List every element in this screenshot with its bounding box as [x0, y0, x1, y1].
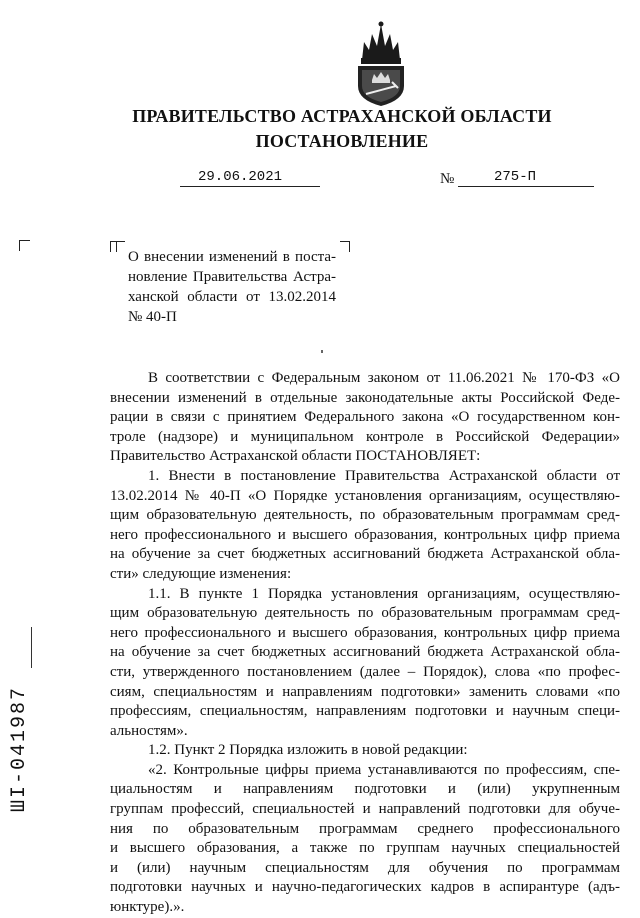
number-underline	[458, 186, 594, 187]
scan-speck	[321, 350, 323, 353]
corner-mark-right	[340, 241, 350, 252]
body-line: и (или) научным специальностям для обучения по программам	[110, 859, 620, 876]
government-title: ПРАВИТЕЛЬСТВО АСТРАХАНСКОЙ ОБЛАСТИ	[132, 106, 552, 126]
body-line: на обучение за счет бюджетных ассигнований бюджета Астраханской обла-	[110, 546, 620, 563]
corner-mark-left	[19, 240, 30, 251]
number-sign: №	[440, 171, 455, 187]
body-line: юнктуре).».	[110, 899, 185, 916]
coat-of-arms-icon	[352, 20, 410, 108]
body-line: сти» следующие изменения:	[110, 565, 292, 582]
body-line: сиям, специальностям и направлениям подготовки» заменить словами «по	[110, 683, 620, 700]
body-line: рации в связи с принятием Федерального закона «О государственном кон-	[110, 409, 620, 426]
body-line: Правительство Астраханской области ПОСТАНОВЛЯЕТ:	[110, 448, 481, 465]
body-line: 1. Внести в постановление Правительства Астраханской области от	[148, 467, 620, 484]
subject-line: новление Правительства Астра-	[128, 269, 336, 285]
serial-number: ШI-041987	[8, 685, 31, 812]
subject-line: ханской области от 13.02.2014	[128, 289, 336, 305]
document-date: 29.06.2021	[198, 169, 283, 185]
body-line: 13.02.2014 № 40-П «О Порядке установления организациям, осуществляю-	[110, 487, 620, 504]
body-line: внесении изменений в отдельные законодательные акты Российской Феде-	[110, 389, 620, 406]
body-line: профессиям, специальностям, направлениям подготовки и научным специ-	[110, 703, 620, 720]
body-line: 1.2. Пункт 2 Порядка изложить в новой редакции:	[148, 742, 468, 759]
document-subject	[128, 247, 336, 327]
body-line: группам профессий, специальностей и направлений подготовки для обуче-	[110, 801, 620, 818]
subject-line: О внесении изменений в поста-	[128, 249, 336, 265]
body-line: троле (надзоре) и муниципальном контроле в Российской Федерации»	[110, 428, 620, 445]
body-line: подготовки научных и научно-педагогических кадров в аспирантуре (адъ-	[110, 879, 620, 896]
body-line: циальностям и направлениям подготовки и (или) укрупненным	[110, 781, 620, 798]
body-line: альностям».	[110, 722, 188, 739]
document-body	[110, 369, 620, 918]
body-line: на обучение за счет бюджетных ассигнований бюджета Астраханской обла-	[110, 644, 620, 661]
body-line: ния по образовательным программам среднего профессионального	[110, 820, 620, 837]
corner-mark-subject-2	[116, 241, 125, 252]
document-type: ПОСТАНОВЛЕНИЕ	[255, 131, 429, 151]
body-line: него профессионального и высшего образования, контрольных цифр приема	[110, 526, 620, 543]
body-line: него профессионального и высшего образования, контрольных цифр приема	[110, 624, 620, 641]
body-line: «2. Контрольные цифры приема устанавливаются по профессиям, спе-	[148, 761, 620, 778]
body-line: сти, утвержденного постановлением (далее – Порядок), слова «по профес-	[110, 663, 620, 680]
document-number: 275-П	[494, 169, 537, 185]
body-line: В соответствии с Федеральным законом от 11.06.2021 № 170-ФЗ «О	[148, 370, 620, 386]
body-line: и высшего образования, а также по группам научных специальностей	[110, 840, 620, 857]
body-line: щим образовательную деятельность по образовательным программам сред-	[110, 605, 620, 622]
subject-line: № 40-П	[128, 309, 177, 325]
date-underline	[180, 186, 320, 187]
body-line: щим образовательную деятельность, по образовательным программам сред-	[110, 507, 620, 524]
margin-rule	[31, 627, 32, 668]
body-line: 1.1. В пункте 1 Порядка установления организациям, осуществляю-	[148, 585, 620, 602]
